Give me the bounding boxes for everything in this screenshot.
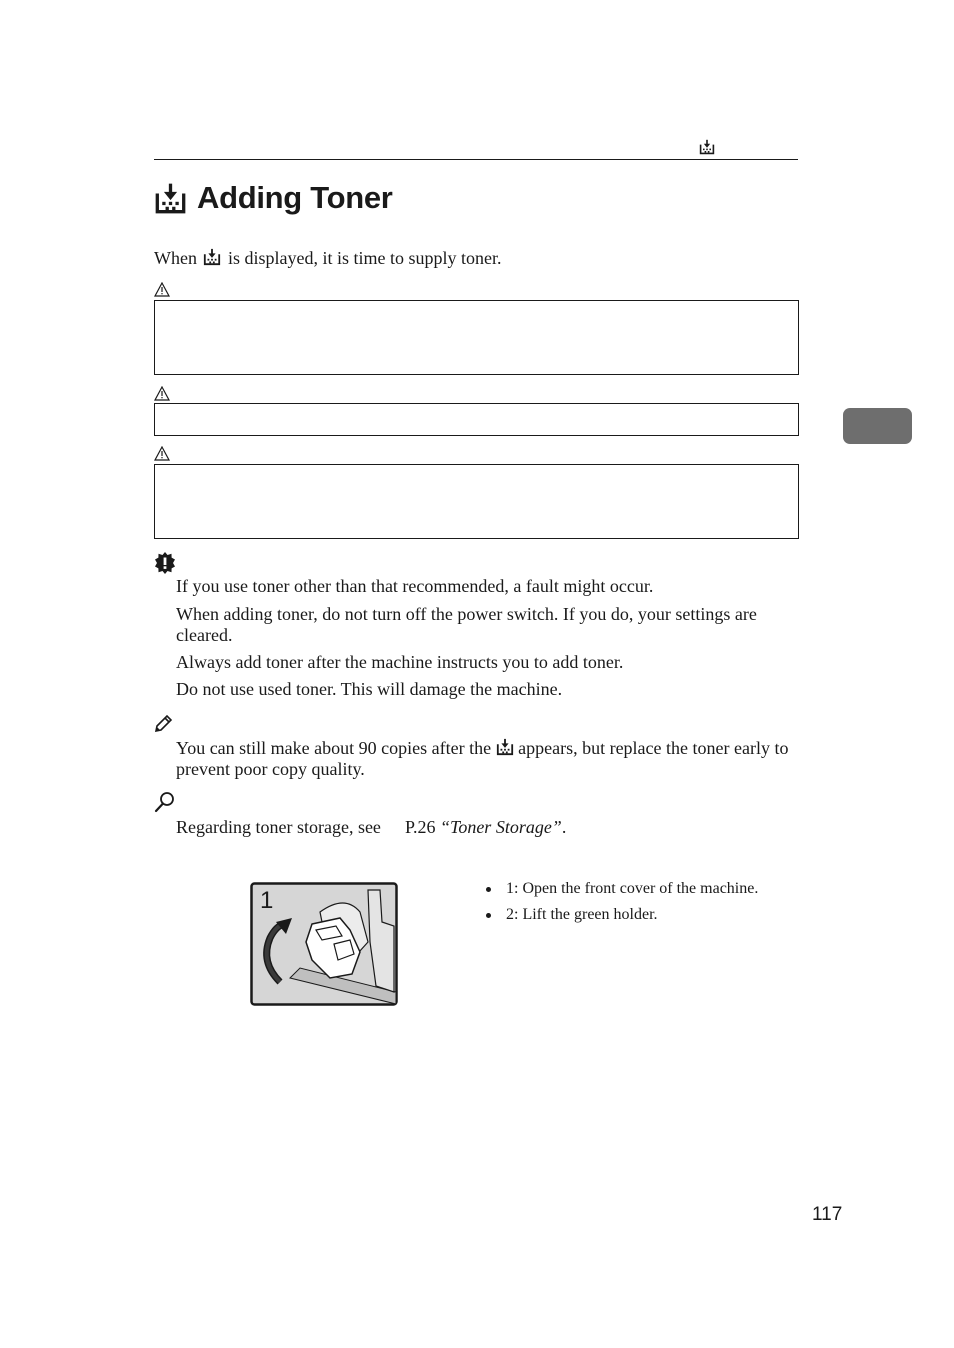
- warning-box: [154, 300, 799, 375]
- list-item: [484, 876, 758, 902]
- toner-icon: [154, 182, 187, 215]
- pencil-icon: [154, 713, 174, 733]
- warning-icon: [154, 282, 170, 297]
- page-title: [154, 180, 393, 216]
- figure-open-front-cover: [250, 882, 398, 1006]
- warning-icon: [154, 446, 170, 461]
- reference-text: [176, 817, 566, 838]
- intro-after: is displayed, it is time to supply toner.: [227, 248, 502, 268]
- step-list: [484, 876, 758, 928]
- note-text: [176, 738, 800, 780]
- note-before: You can still make about 90 copies after the: [176, 738, 492, 758]
- chapter-tab: [843, 408, 912, 444]
- note-after: appears, but replace the toner early to prevent poor copy quality.: [176, 738, 789, 779]
- step-text: 2: Lift the green holder.: [506, 906, 658, 923]
- header-toner-icon: [699, 139, 715, 155]
- figure-step-number: 1: [260, 887, 274, 914]
- warning-box: [154, 464, 799, 539]
- step-text: 1: Open the front cover of the machine.: [506, 880, 759, 897]
- important-item: If you use toner other than that recommended, a fault might occur.: [176, 576, 654, 596]
- page-number: 117: [812, 1204, 843, 1225]
- reference-link[interactable]: “Toner Storage”: [439, 817, 562, 837]
- page-title-text: Adding Toner: [197, 180, 393, 215]
- warning-icon: [154, 386, 170, 401]
- important-item: Do not use used toner. This will damage the machine.: [176, 679, 563, 699]
- warning-box: [154, 403, 799, 436]
- important-item: Always add toner after the machine instructs you to add toner.: [176, 652, 624, 672]
- reference-label: Regarding toner storage, see: [176, 817, 381, 837]
- important-item: When adding toner, do not turn off the power switch. If you do, your settings are cleared.: [176, 604, 757, 645]
- list-item: [484, 902, 758, 928]
- magnifier-icon: [154, 791, 176, 813]
- toner-icon: [496, 738, 514, 756]
- intro-text: [154, 248, 501, 269]
- reference-page: P.26: [404, 817, 436, 837]
- important-icon: [154, 552, 176, 574]
- reference-end: .: [561, 817, 567, 837]
- intro-before: When: [154, 248, 197, 268]
- toner-icon: [203, 248, 221, 266]
- header-rule: [154, 159, 798, 160]
